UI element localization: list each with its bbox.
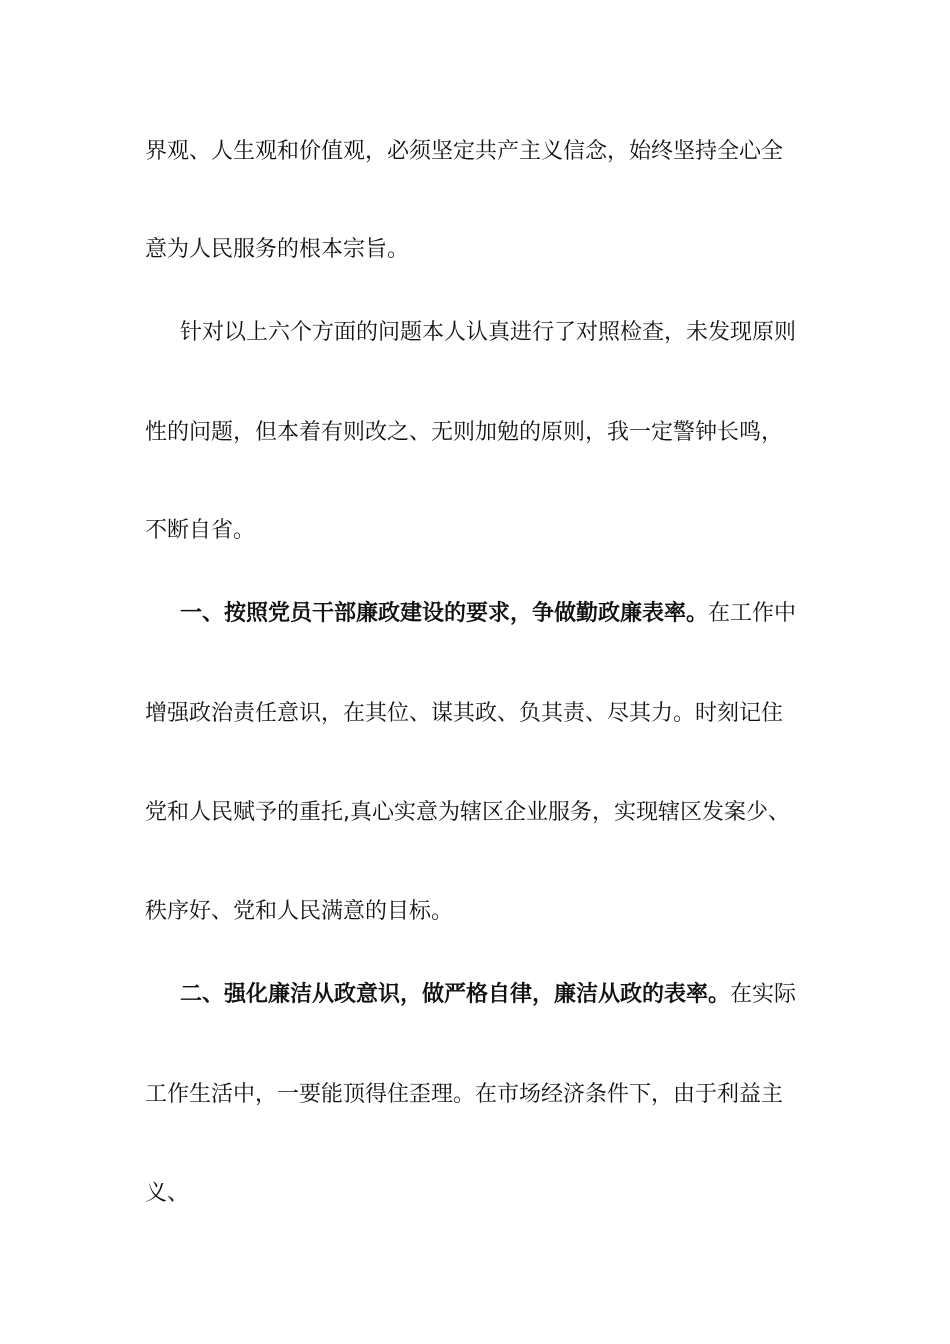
paragraph-line: 增强政治责任意识，在其位、谋其政、负其责、尽其力。时刻记住 xyxy=(145,701,784,726)
paragraph-line: 不断自省。 xyxy=(145,518,256,543)
paragraph-line: 意为人民服务的根本宗旨。 xyxy=(145,237,410,262)
section-2-line xyxy=(180,980,850,1010)
section-1-heading: 一、按照党员干部廉政建设的要求，争做勤政廉表率。 xyxy=(180,601,709,626)
paragraph-line: 针对以上六个方面的问题本人认真进行了对照检查，未发现原则 xyxy=(180,320,797,345)
paragraph-line: 工作生活中，一要能顶得住歪理。在市场经济条件下，由于利益主 xyxy=(145,1082,784,1107)
section-2-heading: 二、强化廉洁从政意识，做严格自律，廉洁从政的表率。 xyxy=(180,982,731,1007)
paragraph-line: 义、 xyxy=(145,1181,190,1206)
paragraph-line: 秩序好、党和人民满意的目标。 xyxy=(145,899,454,924)
section-1-tail: 在工作中 xyxy=(708,601,797,626)
section-1-line xyxy=(180,599,850,629)
paragraph-line: 党和人民赋予的重托,真心实意为辖区企业服务，实现辖区发案少、 xyxy=(145,800,790,825)
section-2-tail: 在实际 xyxy=(730,982,797,1007)
paragraph-line: 界观、人生观和价值观，必须坚定共产主义信念，始终坚持全心全 xyxy=(145,139,784,164)
paragraph-line: 性的问题，但本着有则改之、无则加勉的原则，我一定警钟长鸣， xyxy=(145,420,784,445)
